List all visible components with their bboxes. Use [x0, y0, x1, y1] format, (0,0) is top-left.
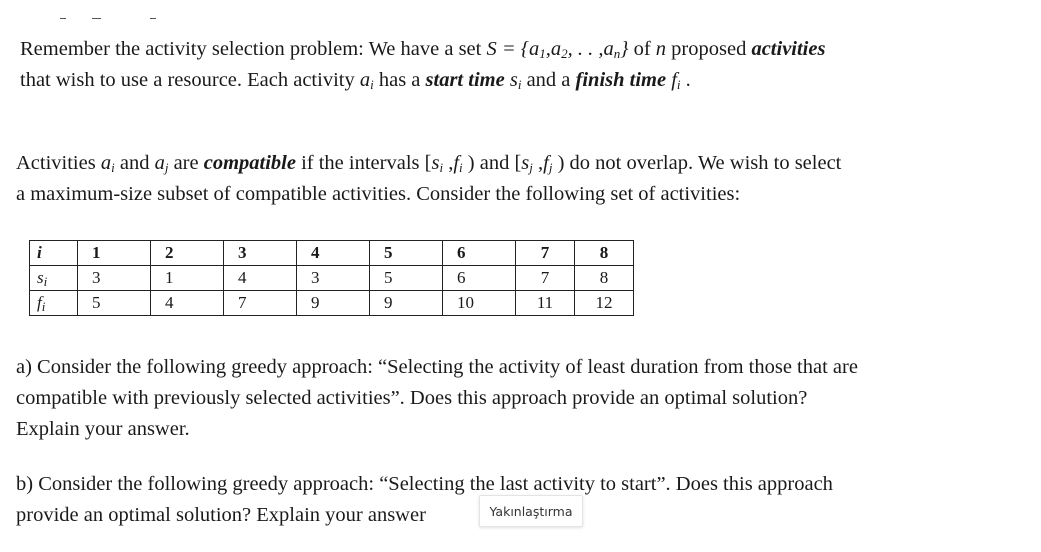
set-sub-2: 2: [561, 46, 568, 61]
row-label-i: [30, 241, 78, 266]
table-cell: 10: [443, 291, 516, 316]
table-cell: 11: [516, 291, 575, 316]
row-label-s-sub: i: [43, 274, 48, 289]
si-letter: s: [504, 69, 518, 91]
interval-s-letter: s: [431, 152, 440, 174]
table-cell: 7: [516, 266, 575, 291]
question-b-line-2: provide an optimal solution? Explain your answer: [16, 504, 426, 526]
interval-comma-2: ,: [532, 152, 544, 174]
intro-text-2: that wish to use a resource. Each activity: [20, 69, 360, 91]
si-var: [505, 69, 522, 91]
table-cell: 8: [575, 266, 634, 291]
table-cell: 1: [78, 241, 151, 266]
interval-close-2: ) do not overlap. We wish to select: [552, 152, 842, 174]
row-label-f: [30, 291, 78, 316]
table-cell: 3: [78, 266, 151, 291]
interval-f2-sub: j: [548, 160, 553, 175]
interval-s2-sub: j: [529, 160, 533, 175]
table-cell: 5: [370, 241, 443, 266]
question-a-line-1: a) Consider the following greedy approach: “Selecting the activity of least duration from those that are: [16, 356, 858, 378]
table-cell: 5: [370, 266, 443, 291]
activities-term: activities: [751, 38, 826, 60]
set-tail: ,a: [545, 38, 562, 60]
interval-fi: [453, 152, 462, 174]
compat-aj-letter: a: [154, 152, 165, 174]
fi-sub: i: [676, 77, 681, 92]
compat-aj-sub: j: [164, 160, 169, 175]
interval-comma-1: ,: [443, 152, 454, 174]
question-a-line-3: Explain your answer.: [16, 418, 190, 440]
ai-var: [360, 69, 374, 91]
si-sub: i: [517, 77, 522, 92]
interval-f-letter: f: [453, 152, 460, 174]
table-row-s: [30, 266, 634, 291]
table-cell: 4: [151, 291, 224, 316]
table-cell: 8: [575, 241, 634, 266]
table-cell: 9: [297, 291, 370, 316]
question-b: [16, 469, 833, 531]
intro-period: .: [680, 69, 691, 91]
compat-ai: [101, 152, 115, 174]
fi-letter: f: [666, 69, 677, 91]
compat-ai-letter: a: [100, 152, 112, 174]
compat-are: are: [168, 152, 204, 174]
finish-time-term: finish time: [575, 69, 667, 91]
compat-aj: [155, 152, 169, 174]
question-b-line-1: b) Consider the following greedy approach: “Selecting the last activity to start”. Does this approach: [16, 473, 833, 495]
compatibility-paragraph: [16, 148, 841, 210]
set-close: }: [620, 38, 634, 60]
table-cell: 3: [297, 266, 370, 291]
top-dash-3: [150, 18, 156, 19]
set-sub-1: 1: [539, 46, 546, 61]
row-label-i-text: i: [37, 243, 42, 262]
question-a-line-2: compatible with previously selected activities”. Does this approach provide an optimal solution?: [16, 387, 808, 409]
table-cell: 12: [575, 291, 634, 316]
interval-s-sub: i: [439, 160, 444, 175]
top-dash-1: [60, 18, 66, 19]
row-label-f-sub: i: [41, 299, 46, 314]
compat-text: Activities: [16, 152, 101, 174]
table-cell: 3: [224, 241, 297, 266]
zoom-tooltip: [479, 495, 583, 527]
intro-has: has a: [373, 69, 426, 91]
intro-of: of: [633, 38, 656, 60]
table-cell: 5: [78, 291, 151, 316]
table-cell: 4: [224, 266, 297, 291]
set-dots: , . . ,a: [567, 38, 614, 60]
top-dash-2: [92, 18, 101, 19]
fi-var: [666, 69, 680, 91]
table-cell: 9: [370, 291, 443, 316]
ai-sub: i: [370, 77, 374, 92]
intro-proposed: proposed: [666, 38, 752, 60]
compat-ai-sub: i: [111, 160, 115, 175]
intro-and: and a: [521, 69, 576, 91]
compat-and: and: [114, 152, 155, 174]
interval-f2-letter: f: [543, 152, 549, 174]
interval-close-1: ) and [: [462, 152, 522, 174]
interval-sj: [521, 152, 533, 174]
ai-letter: a: [359, 69, 371, 91]
n-variable: n: [655, 38, 667, 60]
compat-intervals: if the intervals [: [295, 152, 432, 174]
compat-line-1: [16, 148, 841, 179]
zoom-tooltip-label: Yakınlaştırma: [489, 503, 573, 519]
start-time-term: start time: [425, 69, 505, 91]
row-label-f-text: f: [37, 293, 42, 312]
table-cell: 7: [516, 241, 575, 266]
activities-table: [29, 240, 634, 316]
row-label-s: [30, 266, 78, 291]
table-cell: 6: [443, 266, 516, 291]
intro-line-2: [20, 65, 825, 96]
row-label-s-text: s: [37, 268, 44, 287]
question-a: [16, 352, 858, 445]
table-cell: 6: [443, 241, 516, 266]
table-cell: 1: [151, 266, 224, 291]
table-row-i: [30, 241, 634, 266]
compatible-term: compatible: [203, 152, 296, 174]
compat-line-2: a maximum-size subset of compatible activities. Consider the following set of activities:: [16, 183, 741, 205]
table-row-f: [30, 291, 634, 316]
intro-line-1: [20, 34, 825, 65]
set-sub-n: n: [613, 46, 621, 61]
set-expr: S = {a: [486, 38, 540, 60]
interval-f-sub: i: [459, 160, 463, 175]
table-cell: 7: [224, 291, 297, 316]
intro-paragraph: [20, 34, 825, 96]
interval-s2-letter: s: [521, 152, 530, 174]
set-expression: [486, 38, 633, 60]
table-cell: 4: [297, 241, 370, 266]
table-cell: 2: [151, 241, 224, 266]
interval-si: [431, 152, 443, 174]
intro-text: Remember the activity selection problem: We have a set: [20, 38, 487, 60]
